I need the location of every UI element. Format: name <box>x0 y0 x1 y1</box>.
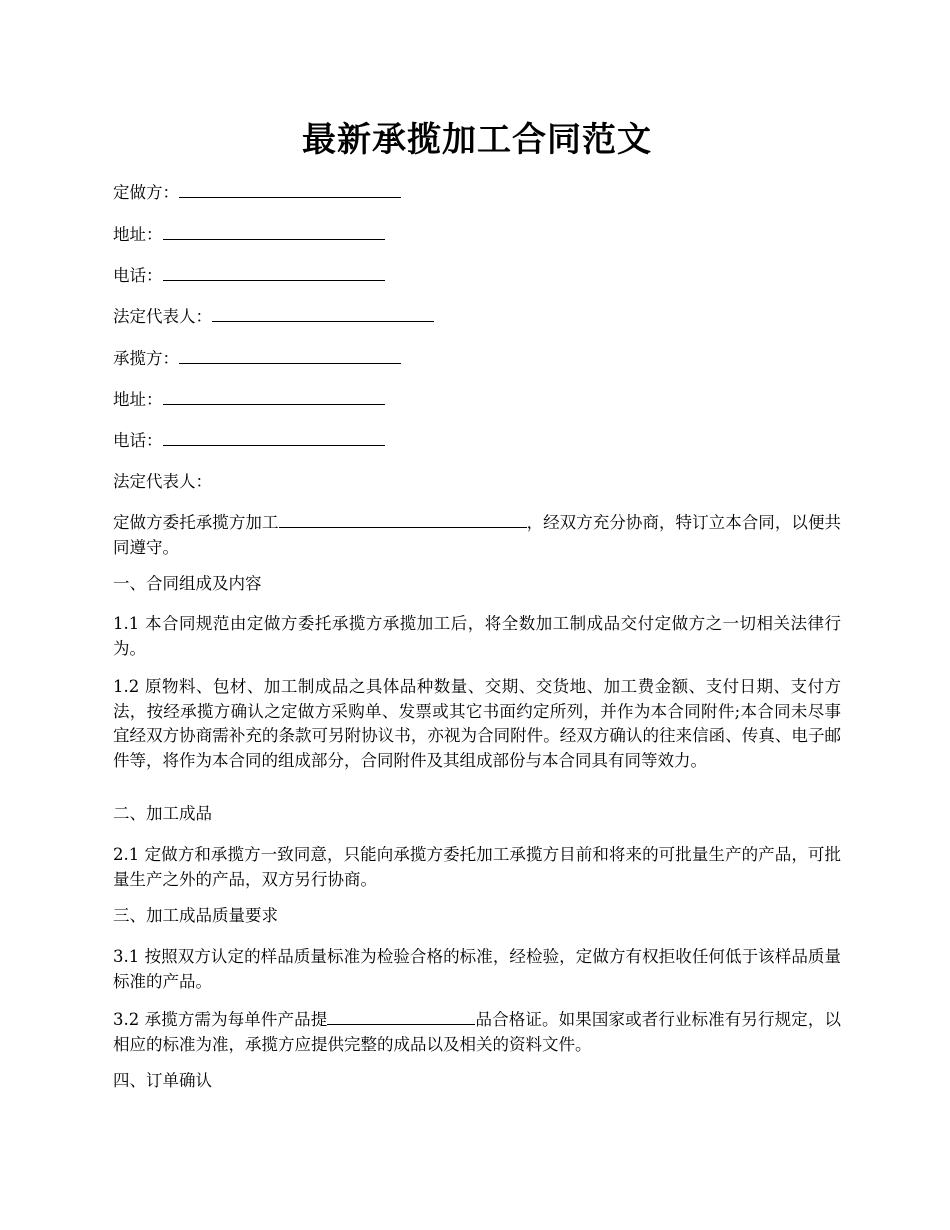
client-address-blank <box>163 222 385 240</box>
client-rep-label: 法定代表人： <box>113 307 212 326</box>
intro-prefix: 定做方委托承揽方加工 <box>113 513 279 532</box>
client-address-label: 地址： <box>113 225 163 244</box>
clause-3-2 <box>113 1007 841 1057</box>
clause-3-2-blank <box>327 1007 475 1025</box>
clause-3-2-prefix: 3.2 承揽方需为每单件产品提 <box>113 1010 328 1029</box>
clause-1-2: 1.2 原物料、包材、加工制成品之具体品种数量、交期、交货地、加工费金额、支付日期、支付方法，按经承揽方确认之定做方采购单、发票或其它书面约定所列，并作为本合同附件;本合同未尽事宜经双方协商需补充的条款可另附协议书，亦视为合同附件。经双方确认的往来信函、传真、电子邮件等，将作为本合同的组成部分，合同附件及其组成部份与本合同具有同等效力。 <box>113 677 841 770</box>
section-1-heading: 一、合同组成及内容 <box>113 574 262 593</box>
contractor-line <box>113 346 401 371</box>
clause-1-1: 1.1 本合同规范由定做方委托承揽方承揽加工后，将全数加工制成品交付定做方之一切相关法律行为。 <box>113 614 841 658</box>
document-title: 最新承揽加工合同范文 <box>302 120 652 160</box>
client-rep-blank <box>212 304 434 322</box>
intro-blank <box>279 510 527 528</box>
contractor-blank <box>179 346 401 364</box>
contractor-label: 承揽方： <box>113 349 179 368</box>
client-phone-blank <box>163 263 385 281</box>
clause-3-2-suffix: 品合格证。如果国家或者行业标准有另行规定，以相应的标准为准，承揽方应提供完整的成品以及相关的资料文件。 <box>113 1010 841 1054</box>
contractor-rep-line <box>113 470 212 494</box>
client-phone-line <box>113 263 385 288</box>
clause-3-1: 3.1 按照双方认定的样品质量标准为检验合格的标准，经检验，定做方有权拒收任何低于该样品质量标准的产品。 <box>113 947 841 991</box>
contractor-phone-label: 电话： <box>113 431 163 450</box>
intro-suffix: ，经双方充分协商，特订立本合同，以便共同遵守。 <box>113 513 842 557</box>
client-label: 定做方： <box>113 183 179 202</box>
section-3-heading: 三、加工成品质量要求 <box>113 906 278 925</box>
intro-paragraph <box>113 510 841 560</box>
client-rep-line <box>113 304 434 329</box>
section-4-heading: 四、订单确认 <box>113 1071 212 1090</box>
contractor-address-blank <box>163 387 385 405</box>
contractor-phone-line <box>113 428 385 453</box>
contractor-address-line <box>113 387 385 412</box>
section-2-heading: 二、加工成品 <box>113 804 212 823</box>
clause-2-1: 2.1 定做方和承揽方一致同意，只能向承揽方委托加工承揽方目前和将来的可批量生产的产品，可批量生产之外的产品，双方另行协商。 <box>113 845 841 889</box>
contractor-address-label: 地址： <box>113 390 163 409</box>
client-address-line <box>113 222 385 247</box>
contractor-phone-blank <box>163 428 385 446</box>
client-blank <box>179 180 401 198</box>
contractor-rep-label: 法定代表人： <box>113 472 212 491</box>
client-phone-label: 电话： <box>113 266 163 285</box>
client-line <box>113 180 401 205</box>
